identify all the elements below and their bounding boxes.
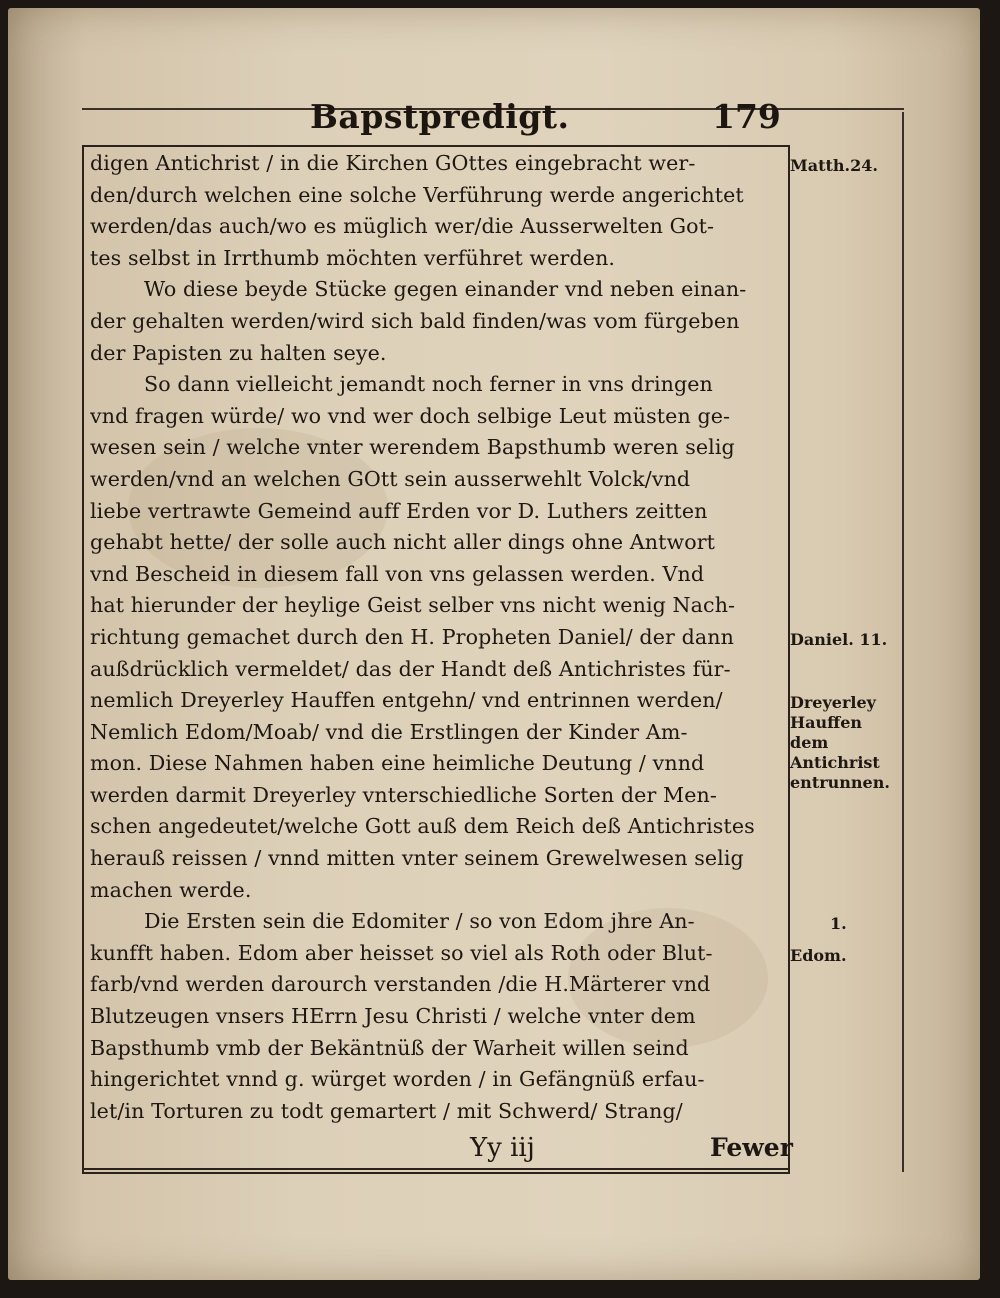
text-line: hat hierunder der heylige Geist selber vns nicht wenig Nach- bbox=[90, 593, 736, 618]
page-number: 179 bbox=[712, 97, 781, 136]
text-line: der gehalten werden/wird sich bald finden/was vom fürgeben bbox=[90, 308, 740, 333]
text-line: Blutzeugen vnsers HErrn Jesu Christi / welche vnter dem bbox=[90, 1004, 696, 1029]
signature-mark: Yy iij bbox=[470, 1133, 535, 1163]
text-line: werden/vnd an welchen GOtt sein ausserwehlt Volck/vnd bbox=[90, 466, 691, 491]
text-line: gehabt hette/ der solle auch nicht aller dings ohne Antwort bbox=[90, 530, 716, 555]
text-line: werden darmit Dreyerley vnterschiedliche Sorten der Men- bbox=[90, 782, 717, 807]
text-line: außdrücklich vermeldet/ das der Handt deß Antichristes für- bbox=[90, 656, 731, 681]
text-line: let/in Torturen zu todt gemartert / mit Schwerd/ Strang/ bbox=[90, 1098, 683, 1123]
catchword: Fewer bbox=[710, 1133, 793, 1162]
text-line: hingerichtet vnnd g. würget worden / in Gefängnüß erfau- bbox=[90, 1067, 705, 1092]
text-line: kunfft haben. Edom aber heisset so viel als Roth oder Blut- bbox=[90, 940, 713, 965]
margin-note: 1. bbox=[830, 914, 847, 934]
text-line: Wo diese beyde Stücke gegen einander vnd neben einan- bbox=[144, 277, 747, 302]
text-line: schen angedeutet/welche Gott auß dem Reich deß Antichristes bbox=[90, 814, 755, 839]
text-line: Nemlich Edom/Moab/ vnd die Erstlingen der Kinder Am- bbox=[90, 719, 688, 744]
text-line: Die Ersten sein die Edomiter / so von Edom jhre An- bbox=[144, 909, 695, 934]
text-line: werden/das auch/wo es müglich wer/die Ausserwelten Got- bbox=[90, 214, 715, 239]
text-line: der Papisten zu halten seye. bbox=[90, 340, 387, 365]
text-line: tes selbst in Irrthumb möchten verführet werden. bbox=[90, 245, 616, 270]
text-line: So dann vielleicht jemandt noch ferner in vns dringen bbox=[144, 372, 713, 397]
margin-note: Dreyerley Hauffen dem Antichrist entrunnen. bbox=[790, 693, 890, 793]
footer-rule bbox=[82, 1168, 788, 1170]
text-line: den/durch welchen eine solche Verführung werde angerichtet bbox=[90, 182, 744, 207]
text-line: machen werde. bbox=[90, 877, 252, 902]
text-line: liebe vertrawte Gemeind auff Erden vor D. Luthers zeitten bbox=[90, 498, 708, 523]
text-line: nemlich Dreyerley Hauffen entgehn/ vnd entrinnen werden/ bbox=[90, 688, 723, 713]
margin-note: Daniel. 11. bbox=[790, 630, 888, 649]
margin-note: Matth.24. bbox=[790, 156, 878, 175]
text-line: farb/vnd werden darourch verstanden /die H.Märterer vnd bbox=[90, 972, 711, 997]
text-line: richtung gemachet durch den H. Propheten Daniel/ der dann bbox=[90, 624, 734, 649]
body-text bbox=[90, 148, 780, 1127]
text-line: digen Antichrist / in die Kirchen GOttes eingebracht wer- bbox=[90, 151, 696, 175]
text-line: herauß reissen / vnnd mitten vnter seinem Grewelwesen selig bbox=[90, 846, 744, 871]
running-title: Bapstpredigt. bbox=[310, 97, 570, 136]
margin-note: Edom. bbox=[790, 946, 847, 965]
text-line: mon. Diese Nahmen haben eine heimliche Deutung / vnnd bbox=[90, 751, 705, 776]
text-line: vnd fragen würde/ wo vnd wer doch selbige Leut müsten ge- bbox=[90, 403, 731, 428]
text-line: wesen sein / welche vnter werendem Bapsthumb weren selig bbox=[90, 435, 735, 460]
margin-rule bbox=[902, 112, 904, 1172]
text-line: vnd Bescheid in diesem fall von vns gelassen werden. Vnd bbox=[90, 561, 705, 586]
text-line: Bapsthumb vmb der Bekäntnüß der Warheit willen seind bbox=[90, 1035, 689, 1060]
